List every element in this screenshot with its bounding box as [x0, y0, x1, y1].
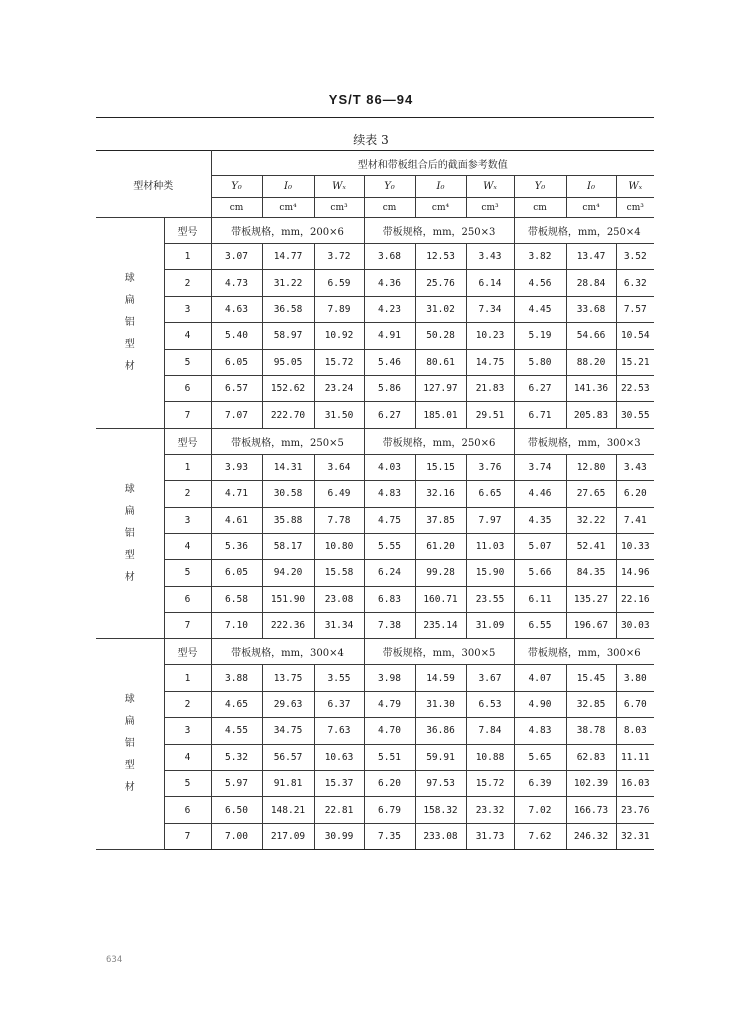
value-cell: 6.53: [466, 691, 514, 717]
symbol-header: I₀: [415, 176, 466, 198]
value-cell: 5.86: [364, 375, 415, 401]
category-char: 球: [124, 272, 135, 284]
type-number: 7: [164, 823, 211, 849]
value-cell: 6.70: [616, 691, 654, 717]
value-cell: 15.45: [566, 665, 616, 691]
value-cell: 30.58: [262, 481, 314, 507]
value-cell: 14.59: [415, 665, 466, 691]
value-cell: 31.34: [314, 613, 364, 639]
type-number: 5: [164, 349, 211, 375]
value-cell: 61.20: [415, 533, 466, 559]
document-code-header: YS/T 86—94: [328, 92, 414, 107]
value-cell: 37.85: [415, 507, 466, 533]
category-header: 型材种类: [96, 151, 211, 218]
value-cell: 52.41: [566, 533, 616, 559]
value-cell: 14.31: [262, 454, 314, 480]
table-row: [96, 375, 654, 401]
category-char: 扁: [124, 294, 135, 306]
value-cell: 34.75: [262, 718, 314, 744]
value-cell: 22.81: [314, 797, 364, 823]
value-cell: 6.65: [466, 481, 514, 507]
value-cell: 3.72: [314, 244, 364, 270]
value-cell: 5.07: [514, 533, 566, 559]
value-cell: 32.16: [415, 481, 466, 507]
type-number: 1: [164, 454, 211, 480]
value-cell: 3.74: [514, 454, 566, 480]
value-cell: 15.21: [616, 349, 654, 375]
value-cell: 6.24: [364, 560, 415, 586]
value-cell: 12.53: [415, 244, 466, 270]
value-cell: 6.58: [211, 586, 262, 612]
table-row: [96, 797, 654, 823]
value-cell: 5.32: [211, 744, 262, 770]
value-cell: 25.76: [415, 270, 466, 296]
unit-header: cm⁴: [566, 198, 616, 218]
value-cell: 31.02: [415, 296, 466, 322]
unit-header: cm⁴: [262, 198, 314, 218]
value-cell: 4.45: [514, 296, 566, 322]
value-cell: 36.86: [415, 718, 466, 744]
value-cell: 15.72: [466, 771, 514, 797]
value-cell: 4.65: [211, 691, 262, 717]
value-cell: 158.32: [415, 797, 466, 823]
category-char: 材: [124, 782, 135, 794]
type-number: 4: [164, 533, 211, 559]
type-number: 2: [164, 270, 211, 296]
value-cell: 58.17: [262, 533, 314, 559]
value-cell: 4.46: [514, 481, 566, 507]
value-cell: 7.10: [211, 613, 262, 639]
unit-header: cm: [211, 198, 262, 218]
value-cell: 23.24: [314, 375, 364, 401]
value-cell: 22.16: [616, 586, 654, 612]
value-cell: 6.55: [514, 613, 566, 639]
value-cell: 6.49: [314, 481, 364, 507]
type-number: 5: [164, 560, 211, 586]
value-cell: 7.84: [466, 718, 514, 744]
table-row: [96, 454, 654, 480]
value-cell: 14.75: [466, 349, 514, 375]
value-cell: 7.07: [211, 402, 262, 428]
value-cell: 7.00: [211, 823, 262, 849]
value-cell: 7.34: [466, 296, 514, 322]
type-number: 3: [164, 296, 211, 322]
value-cell: 7.89: [314, 296, 364, 322]
value-cell: 31.09: [466, 613, 514, 639]
type-label: 型号: [164, 428, 211, 454]
value-cell: 5.51: [364, 744, 415, 770]
value-cell: 31.30: [415, 691, 466, 717]
symbol-header: Wₓ: [466, 176, 514, 198]
value-cell: 14.96: [616, 560, 654, 586]
value-cell: 12.80: [566, 454, 616, 480]
value-cell: 32.31: [616, 823, 654, 849]
value-cell: 4.71: [211, 481, 262, 507]
value-cell: 32.22: [566, 507, 616, 533]
value-cell: 4.79: [364, 691, 415, 717]
value-cell: 235.14: [415, 613, 466, 639]
value-cell: 5.55: [364, 533, 415, 559]
value-cell: 84.35: [566, 560, 616, 586]
value-cell: 7.57: [616, 296, 654, 322]
table-row: [96, 665, 654, 691]
value-cell: 4.61: [211, 507, 262, 533]
type-number: 1: [164, 665, 211, 691]
value-cell: 102.39: [566, 771, 616, 797]
value-cell: 33.68: [566, 296, 616, 322]
table-caption: 续表 3: [353, 133, 389, 147]
value-cell: 11.11: [616, 744, 654, 770]
value-cell: 3.98: [364, 665, 415, 691]
value-cell: 4.55: [211, 718, 262, 744]
unit-header: cm³: [314, 198, 364, 218]
value-cell: 10.63: [314, 744, 364, 770]
value-cell: 7.78: [314, 507, 364, 533]
value-cell: 59.91: [415, 744, 466, 770]
value-cell: 205.83: [566, 402, 616, 428]
value-cell: 3.68: [364, 244, 415, 270]
value-cell: 222.36: [262, 613, 314, 639]
value-cell: 4.03: [364, 454, 415, 480]
value-cell: 95.05: [262, 349, 314, 375]
value-cell: 23.32: [466, 797, 514, 823]
type-number: 7: [164, 402, 211, 428]
value-cell: 91.81: [262, 771, 314, 797]
value-cell: 4.73: [211, 270, 262, 296]
value-cell: 233.08: [415, 823, 466, 849]
value-cell: 10.92: [314, 323, 364, 349]
value-cell: 28.84: [566, 270, 616, 296]
value-cell: 6.05: [211, 349, 262, 375]
type-number: 6: [164, 797, 211, 823]
type-number: 2: [164, 481, 211, 507]
type-number: 5: [164, 771, 211, 797]
value-cell: 4.83: [514, 718, 566, 744]
value-cell: 10.54: [616, 323, 654, 349]
value-cell: 6.20: [616, 481, 654, 507]
value-cell: 10.33: [616, 533, 654, 559]
value-cell: 23.76: [616, 797, 654, 823]
table-row: [96, 507, 654, 533]
value-cell: 3.82: [514, 244, 566, 270]
value-cell: 4.36: [364, 270, 415, 296]
value-cell: 94.20: [262, 560, 314, 586]
value-cell: 22.53: [616, 375, 654, 401]
spec-header: 带板规格，mm，250×3: [364, 218, 514, 244]
header-rule: [96, 117, 654, 118]
value-cell: 97.53: [415, 771, 466, 797]
type-number: 4: [164, 744, 211, 770]
symbol-header: Wₓ: [314, 176, 364, 198]
value-cell: 10.88: [466, 744, 514, 770]
category-char: 铝: [124, 738, 135, 750]
symbol-header: Y₀: [364, 176, 415, 198]
unit-header: cm: [514, 198, 566, 218]
value-cell: 135.27: [566, 586, 616, 612]
value-cell: 56.57: [262, 744, 314, 770]
spec-header: 带板规格，mm，250×5: [211, 428, 364, 454]
value-cell: 7.38: [364, 613, 415, 639]
value-cell: 217.09: [262, 823, 314, 849]
value-cell: 30.55: [616, 402, 654, 428]
value-cell: 27.65: [566, 481, 616, 507]
value-cell: 23.55: [466, 586, 514, 612]
value-cell: 6.59: [314, 270, 364, 296]
table-row: [96, 244, 654, 270]
page-number: 634: [106, 955, 123, 965]
spec-header: 带板规格，mm，300×4: [211, 639, 364, 665]
value-cell: 6.39: [514, 771, 566, 797]
value-cell: 5.19: [514, 323, 566, 349]
value-cell: 15.90: [466, 560, 514, 586]
unit-header: cm³: [616, 198, 654, 218]
value-cell: 7.62: [514, 823, 566, 849]
value-cell: 6.50: [211, 797, 262, 823]
category-char: 球: [124, 483, 135, 495]
category-char: 型: [124, 549, 135, 561]
value-cell: 152.62: [262, 375, 314, 401]
value-cell: 6.20: [364, 771, 415, 797]
value-cell: 5.40: [211, 323, 262, 349]
value-cell: 31.22: [262, 270, 314, 296]
table-row: [96, 270, 654, 296]
section-properties-table: [96, 150, 654, 850]
value-cell: 160.71: [415, 586, 466, 612]
value-cell: 15.72: [314, 349, 364, 375]
value-cell: 35.88: [262, 507, 314, 533]
table-row: [96, 718, 654, 744]
value-cell: 31.50: [314, 402, 364, 428]
type-number: 2: [164, 691, 211, 717]
type-number: 4: [164, 323, 211, 349]
value-cell: 99.28: [415, 560, 466, 586]
table-row: [96, 771, 654, 797]
value-cell: 6.83: [364, 586, 415, 612]
value-cell: 166.73: [566, 797, 616, 823]
value-cell: 5.80: [514, 349, 566, 375]
spec-header: 带板规格，mm，300×6: [514, 639, 654, 665]
value-cell: 3.55: [314, 665, 364, 691]
type-label: 型号: [164, 218, 211, 244]
value-cell: 6.11: [514, 586, 566, 612]
value-cell: 15.15: [415, 454, 466, 480]
value-cell: 3.76: [466, 454, 514, 480]
table-body: [96, 218, 654, 850]
category-char: 扁: [124, 505, 135, 517]
unit-header: cm³: [466, 198, 514, 218]
value-cell: 5.46: [364, 349, 415, 375]
category-char: 材: [124, 571, 135, 583]
spec-header: 带板规格，mm，250×6: [364, 428, 514, 454]
value-cell: 4.35: [514, 507, 566, 533]
value-cell: 10.80: [314, 533, 364, 559]
value-cell: 6.14: [466, 270, 514, 296]
category-char: 铝: [124, 527, 135, 539]
value-cell: 3.43: [616, 454, 654, 480]
value-cell: 127.97: [415, 375, 466, 401]
category-label: [96, 218, 164, 429]
value-cell: 3.64: [314, 454, 364, 480]
value-cell: 16.03: [616, 771, 654, 797]
value-cell: 36.58: [262, 296, 314, 322]
value-cell: 15.37: [314, 771, 364, 797]
value-cell: 4.91: [364, 323, 415, 349]
value-cell: 54.66: [566, 323, 616, 349]
table-row: [96, 613, 654, 639]
value-cell: 3.43: [466, 244, 514, 270]
value-cell: 88.20: [566, 349, 616, 375]
value-cell: 4.23: [364, 296, 415, 322]
table-row: [96, 349, 654, 375]
value-cell: 4.75: [364, 507, 415, 533]
value-cell: 6.05: [211, 560, 262, 586]
value-cell: 21.83: [466, 375, 514, 401]
table-row: [96, 296, 654, 322]
value-cell: 7.63: [314, 718, 364, 744]
category-label: [96, 639, 164, 850]
value-cell: 3.07: [211, 244, 262, 270]
value-cell: 3.93: [211, 454, 262, 480]
group-header: 型材和带板组合后的截面参考数值: [211, 151, 654, 176]
value-cell: 6.27: [514, 375, 566, 401]
value-cell: 7.41: [616, 507, 654, 533]
value-cell: 80.61: [415, 349, 466, 375]
spec-header: 带板规格，mm，300×3: [514, 428, 654, 454]
value-cell: 7.97: [466, 507, 514, 533]
value-cell: 4.56: [514, 270, 566, 296]
table-row: [96, 323, 654, 349]
value-cell: 3.52: [616, 244, 654, 270]
table-row: [96, 560, 654, 586]
symbol-header: Y₀: [211, 176, 262, 198]
value-cell: 151.90: [262, 586, 314, 612]
table-row: [96, 823, 654, 849]
value-cell: 5.97: [211, 771, 262, 797]
value-cell: 222.70: [262, 402, 314, 428]
value-cell: 11.03: [466, 533, 514, 559]
value-cell: 29.63: [262, 691, 314, 717]
category-label: [96, 428, 164, 639]
value-cell: 4.63: [211, 296, 262, 322]
value-cell: 29.51: [466, 402, 514, 428]
value-cell: 5.65: [514, 744, 566, 770]
value-cell: 7.35: [364, 823, 415, 849]
value-cell: 3.80: [616, 665, 654, 691]
value-cell: 196.67: [566, 613, 616, 639]
value-cell: 148.21: [262, 797, 314, 823]
spec-header: 带板规格，mm，300×5: [364, 639, 514, 665]
spec-header: 带板规格，mm，200×6: [211, 218, 364, 244]
table-row: [96, 533, 654, 559]
value-cell: 4.83: [364, 481, 415, 507]
value-cell: 4.90: [514, 691, 566, 717]
table-row: [96, 691, 654, 717]
value-cell: 50.28: [415, 323, 466, 349]
spec-header: 带板规格，mm，250×4: [514, 218, 654, 244]
value-cell: 5.36: [211, 533, 262, 559]
value-cell: 10.23: [466, 323, 514, 349]
category-char: 型: [124, 338, 135, 350]
value-cell: 6.57: [211, 375, 262, 401]
value-cell: 8.03: [616, 718, 654, 744]
symbol-header: Y₀: [514, 176, 566, 198]
category-char: 扁: [124, 716, 135, 728]
table-row: [96, 586, 654, 612]
value-cell: 185.01: [415, 402, 466, 428]
value-cell: 13.47: [566, 244, 616, 270]
category-char: 材: [124, 360, 135, 372]
value-cell: 6.71: [514, 402, 566, 428]
type-number: 6: [164, 375, 211, 401]
value-cell: 31.73: [466, 823, 514, 849]
value-cell: 38.78: [566, 718, 616, 744]
value-cell: 15.58: [314, 560, 364, 586]
value-cell: 32.85: [566, 691, 616, 717]
value-cell: 3.67: [466, 665, 514, 691]
symbol-header: Wₓ: [616, 176, 654, 198]
value-cell: 6.79: [364, 797, 415, 823]
value-cell: 30.03: [616, 613, 654, 639]
value-cell: 3.88: [211, 665, 262, 691]
value-cell: 6.37: [314, 691, 364, 717]
symbol-header: I₀: [262, 176, 314, 198]
value-cell: 246.32: [566, 823, 616, 849]
table-row: [96, 402, 654, 428]
type-number: 7: [164, 613, 211, 639]
value-cell: 13.75: [262, 665, 314, 691]
category-char: 型: [124, 760, 135, 772]
type-label: 型号: [164, 639, 211, 665]
type-number: 3: [164, 507, 211, 533]
symbol-header: I₀: [566, 176, 616, 198]
value-cell: 62.83: [566, 744, 616, 770]
type-number: 3: [164, 718, 211, 744]
unit-header: cm⁴: [415, 198, 466, 218]
unit-header: cm: [364, 198, 415, 218]
value-cell: 23.08: [314, 586, 364, 612]
value-cell: 6.27: [364, 402, 415, 428]
value-cell: 141.36: [566, 375, 616, 401]
category-char: 球: [124, 694, 135, 706]
value-cell: 4.07: [514, 665, 566, 691]
value-cell: 58.97: [262, 323, 314, 349]
table-row: [96, 481, 654, 507]
type-number: 1: [164, 244, 211, 270]
table-row: [96, 744, 654, 770]
type-number: 6: [164, 586, 211, 612]
value-cell: 4.70: [364, 718, 415, 744]
value-cell: 6.32: [616, 270, 654, 296]
value-cell: 7.02: [514, 797, 566, 823]
category-char: 铝: [124, 316, 135, 328]
value-cell: 5.66: [514, 560, 566, 586]
value-cell: 30.99: [314, 823, 364, 849]
value-cell: 14.77: [262, 244, 314, 270]
